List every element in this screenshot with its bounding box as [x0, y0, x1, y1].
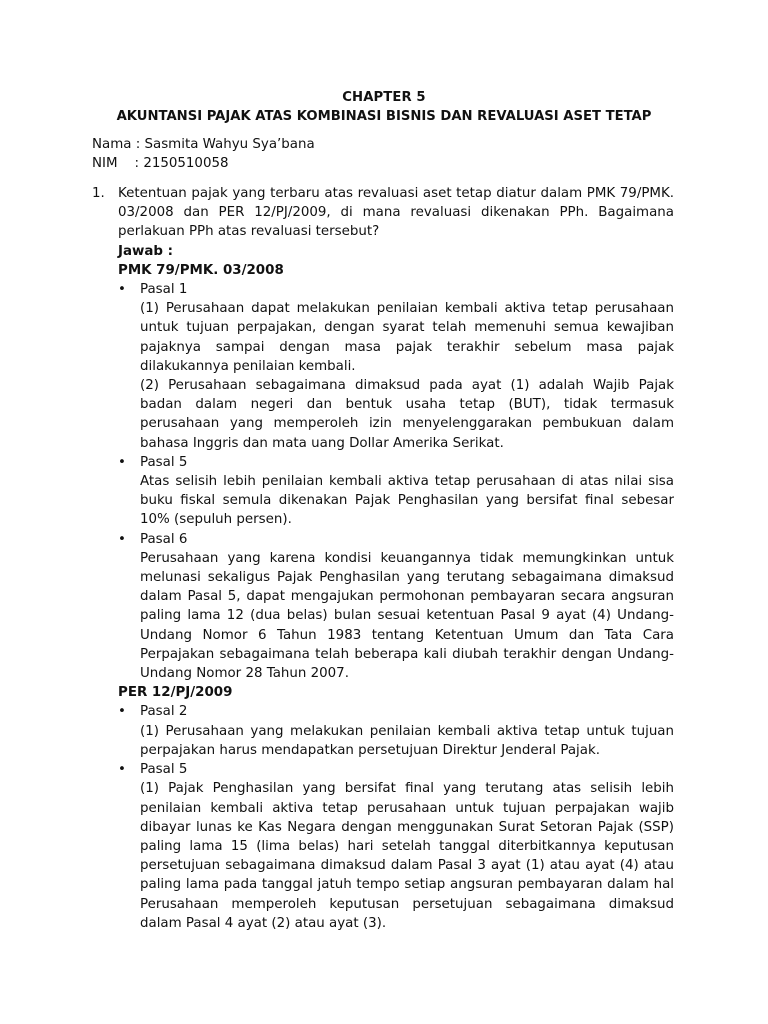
question-number: 1.	[92, 186, 105, 201]
pasal-title: Pasal 2	[140, 704, 188, 720]
section-title-pmk: PMK 79/PMK. 03/2008	[118, 262, 284, 278]
chapter-heading: CHAPTER 5	[342, 90, 426, 105]
pasal-title: Pasal 5	[140, 454, 188, 470]
section-title-per: PER 12/PJ/2009	[118, 685, 233, 701]
per-pasal-list	[118, 702, 674, 932]
answer-label: Jawab :	[118, 243, 174, 259]
pasal-paragraph: Perusahaan yang karena kondisi keuangannya tidak memungkinkan untuk melunasi sekaligus Pajak Penghasilan yang terutang sebagaimana dimaksud dalam Pasal 5, dapat mengajukan permohonan pembayaran secara angsuran paling lama 12 (dua belas) bulan sesuai ketentuan Pasal 9 ayat (4) Undang-Undang Nomor 6 Tahun 1983 tentang Ketentuan Umum dan Tata Cara Perpajakan sebagaimana telah beberapa kali diubah terakhir dengan Undang-Undang Nomor 28 Tahun 2007.	[140, 550, 674, 682]
pasal-item	[118, 453, 674, 530]
pasal-item	[118, 760, 674, 933]
bullet-icon: •	[118, 454, 126, 470]
pasal-paragraph: (1) Perusahaan dapat melakukan penilaian kembali aktiva tetap perusahaan untuk tujuan perpajakan, dengan syarat telah memenuhi semua kewajiban pajaknya sampai dengan masa pajak terakhir sebelum masa pajak dilakukannya penilaian kembali.	[140, 301, 674, 374]
question-1	[92, 184, 674, 933]
pasal-title: Pasal 5	[140, 762, 188, 778]
question-body	[118, 184, 674, 933]
document-title: AKUNTANSI PAJAK ATAS KOMBINASI BISNIS DAN REVALUASI ASET TETAP	[116, 109, 652, 124]
student-name: Nama : Sasmita Wahyu Sya’bana	[92, 137, 315, 152]
student-nim: NIM : 2150510058	[92, 156, 229, 171]
pasal-item	[118, 702, 674, 760]
pasal-paragraph: (1) Perusahaan yang melakukan penilaian kembali aktiva tetap untuk tujuan perpajakan harus mendapatkan persetujuan Direktur Jenderal Pajak.	[140, 723, 674, 758]
bullet-icon: •	[118, 762, 126, 778]
pasal-paragraph: Atas selisih lebih penilaian kembali aktiva tetap perusahaan di atas nilai sisa buku fiskal semula dikenakan Pajak Penghasilan yang bersifat final sebesar 10% (sepuluh persen).	[140, 474, 674, 528]
pmk-pasal-list	[118, 280, 674, 683]
bullet-icon: •	[118, 704, 126, 720]
pasal-paragraph: (2) Perusahaan sebagaimana dimaksud pada ayat (1) adalah Wajib Pajak badan dalam negeri dan bentuk usaha tetap (BUT), tidak termasuk perusahaan yang memperoleh izin menyelenggarakan pembukuan dalam bahasa Inggris dan mata uang Dollar Amerika Serikat.	[140, 378, 674, 451]
bullet-icon: •	[118, 282, 126, 298]
pasal-paragraph: (1) Pajak Penghasilan yang bersifat final yang terutang atas selisih lebih penilaian kembali aktiva tetap perusahaan untuk tujuan perpajakan wajib dibayar lunas ke Kas Negara dengan menggunakan Surat Setoran Pajak (SSP) paling lama 15 (lima belas) hari setelah tanggal diterbitkannya keputusan persetujuan sebagaimana dimaksud dalam Pasal 3 ayat (1) atau ayat (4) atau paling lama pada tanggal jatuh tempo setiap angsuran pembayaran dalam hal Perusahaan memperoleh keputusan persetujuan sebagaimana dimaksud dalam Pasal 4 ayat (2) atau ayat (3).	[140, 781, 674, 931]
pasal-item	[118, 280, 674, 453]
bullet-icon: •	[118, 531, 126, 547]
pasal-item	[118, 530, 674, 684]
pasal-title: Pasal 6	[140, 531, 188, 547]
question-text: Ketentuan pajak yang terbaru atas revaluasi aset tetap diatur dalam PMK 79/PMK. 03/2008 dan PER 12/PJ/2009, di mana revaluasi dikenakan PPh. Bagaimana perlakuan PPh atas revaluasi tersebut?	[118, 186, 674, 240]
pasal-title: Pasal 1	[140, 282, 188, 298]
